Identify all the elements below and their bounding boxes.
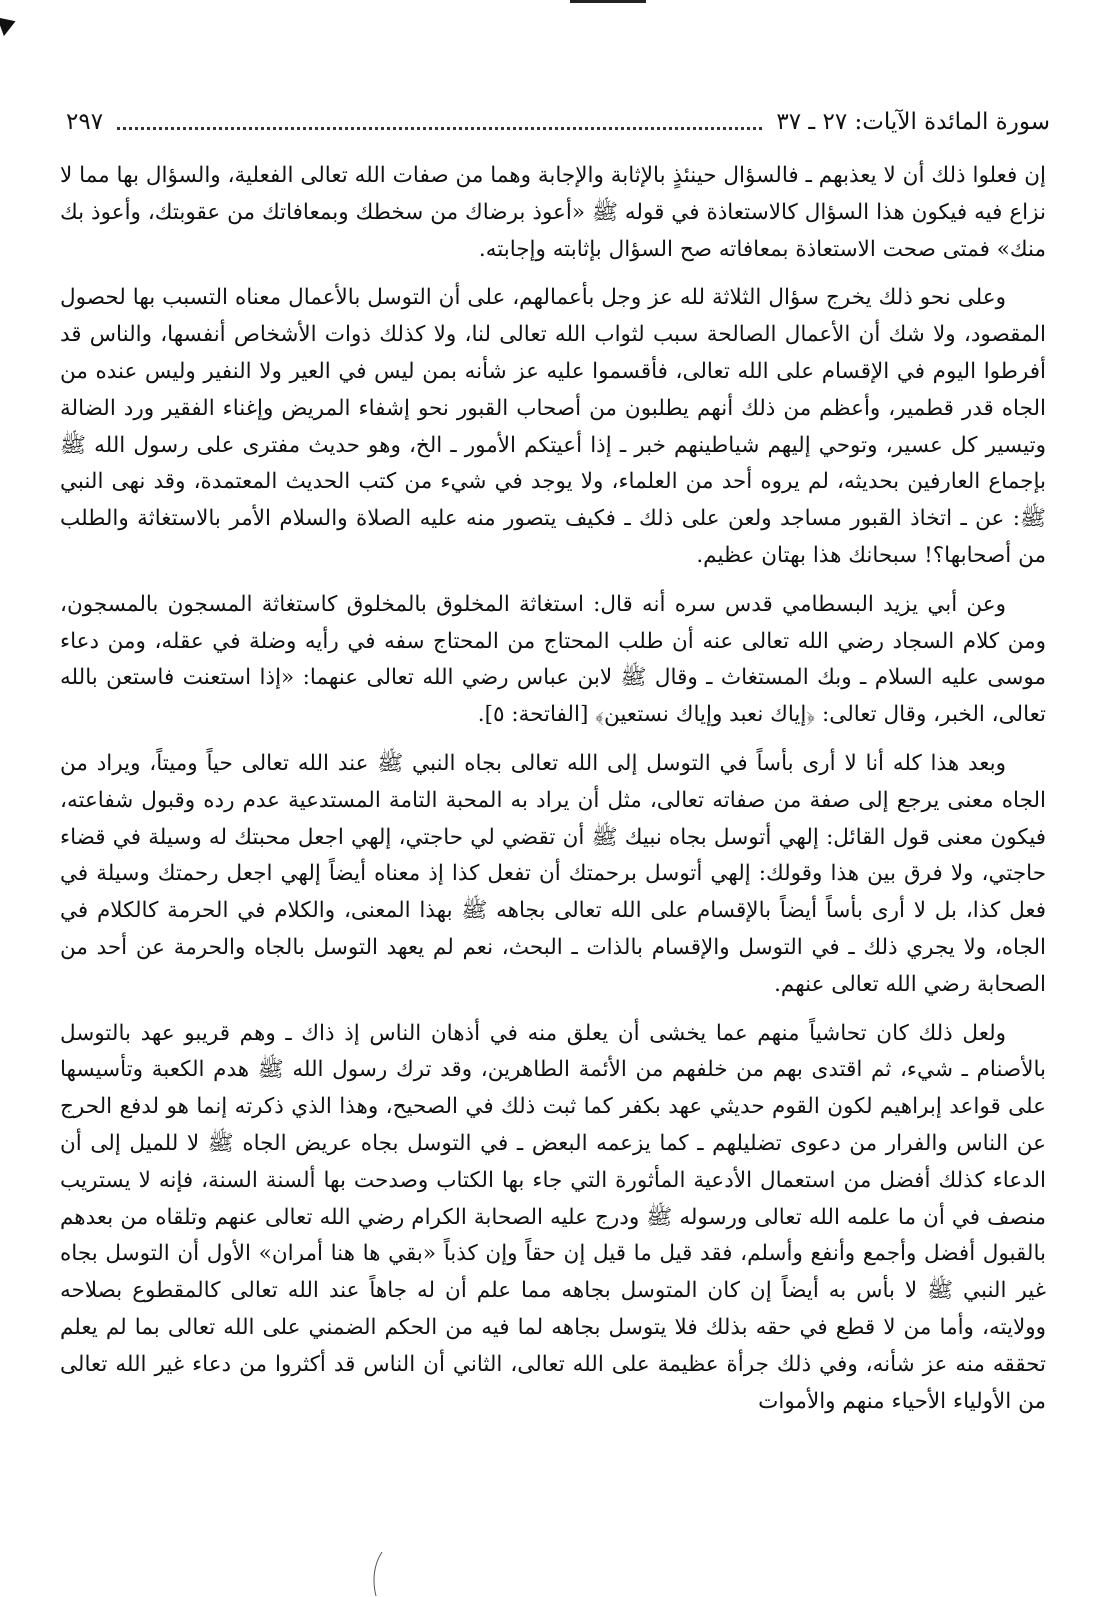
page-body [60,158,1046,1432]
paragraph: ولعل ذلك كان تحاشياً منهم عما يخشى أن يعلق منه في أذهان الناس إذ ذاك ـ وهم قريبو عهد بالتوسل بالأصنام ـ شيء، ثم اقتدى بهم من خلفهم من الأئمة الطاهرين، وقد ترك رسول الله ﷺ هدم الكعبة وتأسيسها على قواعد إبراهيم لكون القوم حديثي عهد بكفر كما ثبت ذلك في الصحيح، وهذا الذي ذكرته إنما هو لدفع الحرج عن الناس والفرار من دعوى تضليلهم ـ كما يزعمه البعض ـ في التوسل بجاه عريض الجاه ﷺ لا للميل إلى أن الدعاء كذلك أفضل من استعمال الأدعية المأثورة التي جاء بها الكتاب وصدحت بها ألسنة السنة، فإنه لا يستريب منصف في أن ما علمه الله تعالى ورسوله ﷺ ودرج عليه الصحابة الكرام رضي الله تعالى عنهم وتلقاه من بعدهم بالقبول أفضل وأجمع وأنفع وأسلم، فقد قيل ما قيل إن حقاً وإن كذباً «بقي ها هنا أمران» الأول أن التوسل بجاه غير النبي ﷺ لا بأس به أيضاً إن كان المتوسل بجاهه مما علم أن له جاهاً عند الله تعالى كالمقطوع بصلاحه وولايته، وأما من لا قطع في حقه بذلك فلا يتوسل بجاهه لما فيه من الحكم الضمني على الله تعالى بما لم يعلم تحققه منه عز شأنه، وفي ذلك جرأة عظيمة على الله تعالى، الثاني أن الناس قد أكثروا من دعاء غير الله تعالى من الأولياء الأحياء منهم والأموات [60,1020,1046,1414]
paragraph: إن فعلوا ذلك أن لا يعذبهم ـ فالسؤال حينئذٍ بالإثابة والإجابة وهما من صفات الله تعالى الفعلية، والسؤال بها مما لا نزاع فيه فيكون هذا السؤال كالاستعاذة في قوله ﷺ «أعوذ برضاك من سخطك وبمعافاتك من عقوبتك، وأعوذ بك منك» فمتى صحت الاستعاذة بمعافاته صح السؤال بإثابته وإجابته. [60,163,1046,262]
corner-mark [0,12,19,36]
paragraph: وعلى نحو ذلك يخرج سؤال الثلاثة لله عز وجل بأعمالهم، على أن التوسل بالأعمال معناه التسبب بها لحصول المقصود، ولا شك أن الأعمال الصالحة سبب لثواب الله تعالى لنا، ولا كذلك ذوات الأشخاص أنفسها، والناس قد أفرطوا اليوم في الإقسام على الله تعالى، فأقسموا عليه عز شأنه بمن ليس في العير ولا النفير وليس عنده من الجاه قدر قطمير، وأعظم من ذلك أنهم يطلبون من أصحاب القبور نحو إشفاء المريض وإغناء الفقير ورد الضالة وتيسير كل عسير، وتوحي إليهم شياطينهم خبر ـ إذا أعيتكم الأمور ـ الخ، وهو حديث مفترى على رسول الله ﷺ بإجماع العارفين بحديثه، لم يروه أحد من العلماء، ولا يوجد في شيء من كتب الحديث المعتمدة، وقد نهى النبي ﷺ: عن ـ اتخاذ القبور مساجد ولعن على ذلك ـ فكيف يتصور منه عليه الصلاة والسلام الأمر بالاستغاثة والطلب من أصحابها؟! سبحانك هذا بهتان عظيم. [60,285,1046,568]
top-rule [570,0,646,3]
pen-stroke-mark [368,1550,388,1597]
page-header [66,104,1050,140]
running-title: سورة المائدة الآيات: ٢٧ ـ ٣٧ [776,109,1050,135]
page-number: ٢٩٧ [66,109,104,135]
dotted-leader [117,127,762,130]
paragraph: وعن أبي يزيد البسطامي قدس سره أنه قال: استغاثة المخلوق بالمخلوق كاستغاثة المسجون بالمسجون، ومن كلام السجاد رضي الله تعالى عنه أن طلب المحتاج من المحتاج سفه في رأيه وضلة في عقله، ومن دعاء موسى عليه السلام ـ وبك المستغاث ـ وقال ﷺ لابن عباس رضي الله تعالى عنهما: «إذا استعنت فاستعن بالله تعالى، الخبر، وقال تعالى: ﴿إياك نعبد وإياك نستعين﴾ [الفاتحة: ٥]. [60,591,1046,728]
paragraph: وبعد هذا كله أنا لا أرى بأساً في التوسل إلى الله تعالى بجاه النبي ﷺ عند الله تعالى حياً وميتاً، ويراد من الجاه معنى يرجع إلى صفة من صفاته تعالى، مثل أن يراد به المحبة التامة المستدعية عدم رده وقبول شفاعته، فيكون معنى قول القائل: إلهي أتوسل بجاه نبيك ﷺ أن تقضي لي حاجتي، إلهي اجعل محبتك له وسيلة في قضاء حاجتي، ولا فرق بين هذا وقولك: إلهي أتوسل برحمتك أن تفعل كذا إذ معناه أيضاً إلهي اجعل رحمتك وسيلة في فعل كذا، بل لا أرى بأساً أيضاً بالإقسام على الله تعالى بجاهه ﷺ بهذا المعنى، والكلام في الحرمة كالكلام في الجاه، ولا يجري ذلك ـ في التوسل والإقسام بالذات ـ البحث، نعم لم يعهد التوسل بالجاه والحرمة عن أحد من الصحابة رضي الله تعالى عنهم. [60,750,1046,997]
